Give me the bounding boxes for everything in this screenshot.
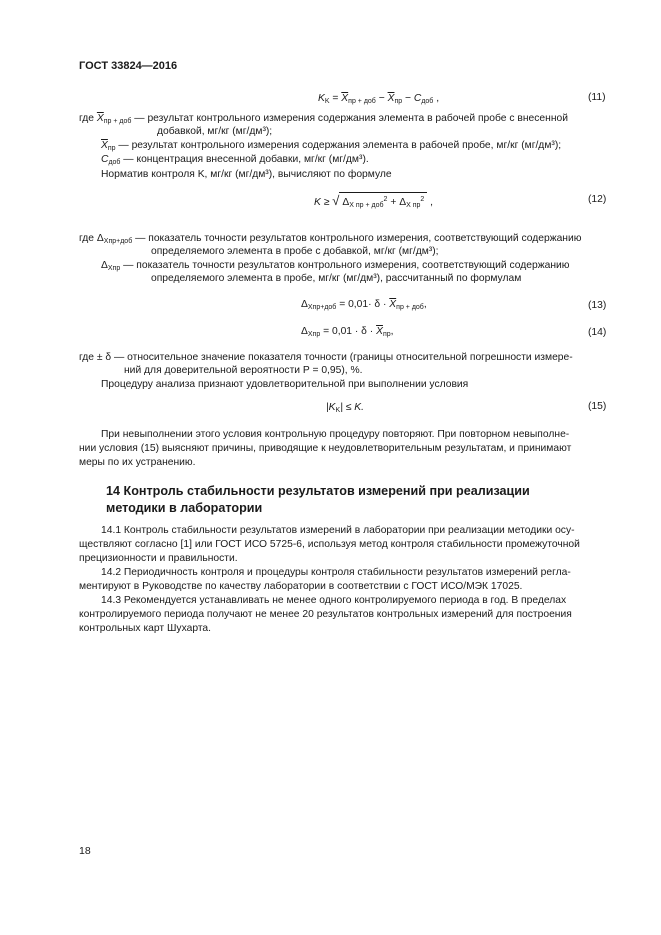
formula-11: $K_K = \overline{X}_{пр + доб} - \overline{X}_{пр} - C_{доб}$ , [318,93,440,105]
paragraph-14-1-line-1: 14.1 Контроль стабильности результатов измерений в лаборатории при реализации методики осу- [101,525,575,536]
formula-14-number: (14) [588,327,607,338]
norm-line: Норматив контроля K, мг/кг (мг/дм³), вычисляют по формуле [101,169,392,180]
formula-15-number: (15) [588,401,607,412]
definition-x-pr-dob: где $\overline{X}_{пр + доб}$ — результат контрольного измерения содержания элемента в рабочей пробе с внесенной [79,113,568,125]
formula-13-number: (13) [588,300,607,311]
section-14-title: 14 Контроль стабильности результатов измерений при реализации методики в лаборатории [106,484,530,515]
condition-line: Процедуру анализа признают удовлетворительной при выполнении условия [101,379,469,390]
definition-delta-pr-cont: определяемого элемента в пробе, мг/кг (мг/дм³), рассчитанный по формулам [151,273,522,284]
paragraph-14-3-line-2: контролируемого периода получают не менее 20 результатов контрольных измерений для построения [79,609,572,620]
paragraph-14-3-line-1: 14.3 Рекомендуется устанавливать не менее одного контролируемого периода в год. В пределах [101,595,567,606]
definition-delta-pr-dob-cont: определяемого элемента в пробе с добавкой, мг/кг (мг/дм³); [151,246,439,257]
document-header: ГОСТ 33824—2016 [79,60,178,72]
definition-x-pr-dob-cont: добавкой, мг/кг (мг/дм³); [157,126,273,137]
paragraph-repeat-line-1: При невыполнении этого условия контрольную процедуру повторяют. При повторном невыполне- [101,429,570,440]
definition-delta-cont: ний для доверительной вероятности P = 0,95), %. [124,365,363,376]
formula-14: $\Delta_{Xпр} = 0,01 \cdot \delta \cdot \overline{X}_{пр}$, [301,326,394,338]
definition-c-dob: $C_{доб}$ — концентрация внесенной добавки, мг/кг (мг/дм³). [101,154,369,166]
formula-15: $|K_K| \le K$. [326,402,364,414]
paragraph-14-1-line-2: ществляют согласно [1] или ГОСТ ИСО 5725-6, используя метод контроля стабильности промежуточной [79,539,580,550]
definition-delta-pr-dob: где $\Delta_{Xпр+доб}$ — показатель точности результатов контрольного измерения, соответствующий содержанию [79,233,582,245]
paragraph-repeat-line-2: нии условия (15) выясняют причины, приводящие к неудовлетворительным результатам, и принимают [79,443,572,454]
paragraph-14-1-line-3: прецизионности и правильности. [79,553,238,564]
paragraph-14-2-line-2: ментируют в Руководстве по качеству лаборатории в соответствии с ГОСТ ИСО/МЭК 17025. [79,581,523,592]
formula-11-number: (11) [588,92,606,103]
paragraph-repeat-line-3: меры по их устранению. [79,457,196,468]
paragraph-14-3-line-3: контрольных карт Шухарта. [79,623,212,634]
formula-12: K ≥ √ $\Delta_{X пр + доб}^2 + \Delta_{X пр}^2$ , [314,192,433,213]
paragraph-14-2-line-1: 14.2 Периодичность контроля и процедуры контроля стабильности результатов измерений регла- [101,567,571,578]
formula-12-number: (12) [588,194,607,205]
formula-13: $\Delta_{Xпр+доб} = 0,01\cdot \delta \cdot \overline{X}_{пр + доб}$, [301,299,427,311]
definition-delta: где ± δ — относительное значение показателя точности (границы относительной погрешности измере- [79,352,573,363]
definition-x-pr: $\overline{X}_{пр}$ — результат контрольного измерения содержания элемента в рабочей пробе, мг/кг (мг/дм³); [101,140,562,152]
page-number: 18 [79,845,91,857]
definition-delta-pr: $\Delta_{Xпр}$ — показатель точности результатов контрольного измерения, соответствующий содержанию [101,260,570,272]
